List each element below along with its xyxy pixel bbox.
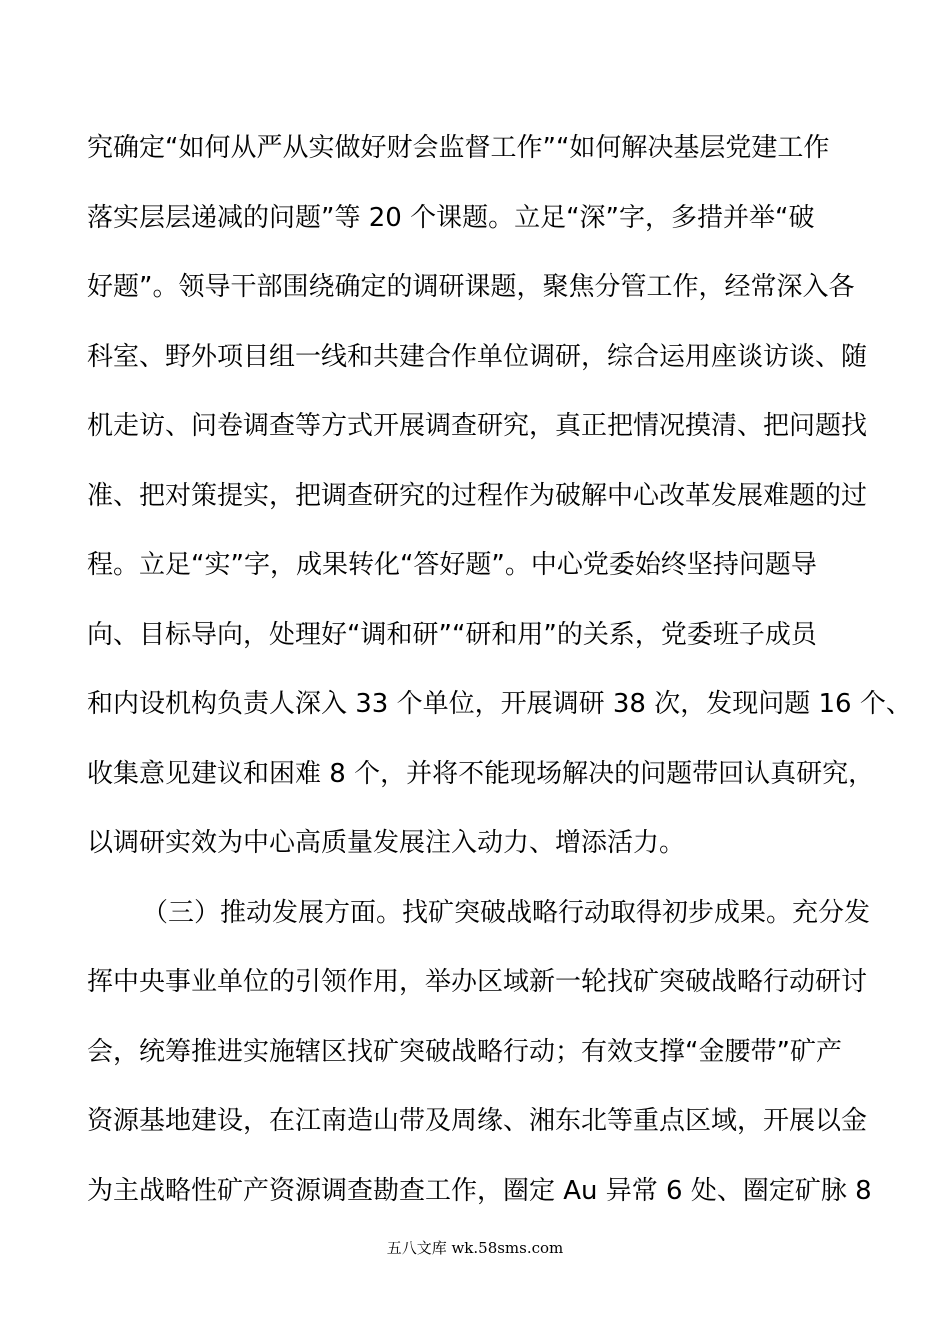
text-line: 以调研实效为中心高质量发展注入动力、增添活力。: [87, 828, 686, 858]
text-line: 挥中央事业单位的引领作用，举办区域新一轮找矿突破战略行动研讨: [87, 967, 868, 997]
text-line: 会，统筹推进实施辖区找矿突破战略行动；有效支撑“金腰带”矿产: [87, 1037, 842, 1067]
text-line: 科室、野外项目组一线和共建合作单位调研，综合运用座谈访谈、随: [87, 342, 868, 372]
text-line: 程。立足“实”字，成果转化“答好题”。中心党委始终坚持问题导: [87, 550, 817, 580]
text-line: 为主战略性矿产资源调查勘查工作，圈定 Au 异常 6 处、圈定矿脉 8: [87, 1176, 872, 1206]
text-line: 好题”。领导干部围绕确定的调研课题，聚焦分管工作，经常深入各: [87, 272, 855, 302]
text-line: 机走访、问卷调查等方式开展调查研究，真正把情况摸清、把问题找: [87, 411, 868, 441]
text-line: 和内设机构负责人深入 33 个单位，开展调研 38 次，发现问题 16 个、: [87, 689, 912, 719]
text-line: 收集意见建议和困难 8 个，并将不能现场解决的问题带回认真研究，: [87, 759, 875, 789]
text-line: 落实层层递减的问题”等 20 个课题。立足“深”字，多措并举“破: [87, 203, 815, 233]
section-heading-line: （三）推动发展方面。找矿突破战略行动取得初步成果。充分发: [142, 898, 871, 928]
text-line: 资源基地建设，在江南造山带及周缘、湘东北等重点区域，开展以金: [87, 1106, 868, 1136]
page-footer-watermark: 五八文库 wk.58sms.com: [386, 1239, 564, 1257]
text-line: 准、把对策提实，把调查研究的过程作为破解中心改革发展难题的过: [87, 481, 868, 511]
text-line: 究确定“如何从严从实做好财会监督工作”“如何解决基层党建工作: [87, 133, 830, 163]
text-line: 向、目标导向，处理好“调和研”“研和用”的关系，党委班子成员: [87, 620, 817, 650]
